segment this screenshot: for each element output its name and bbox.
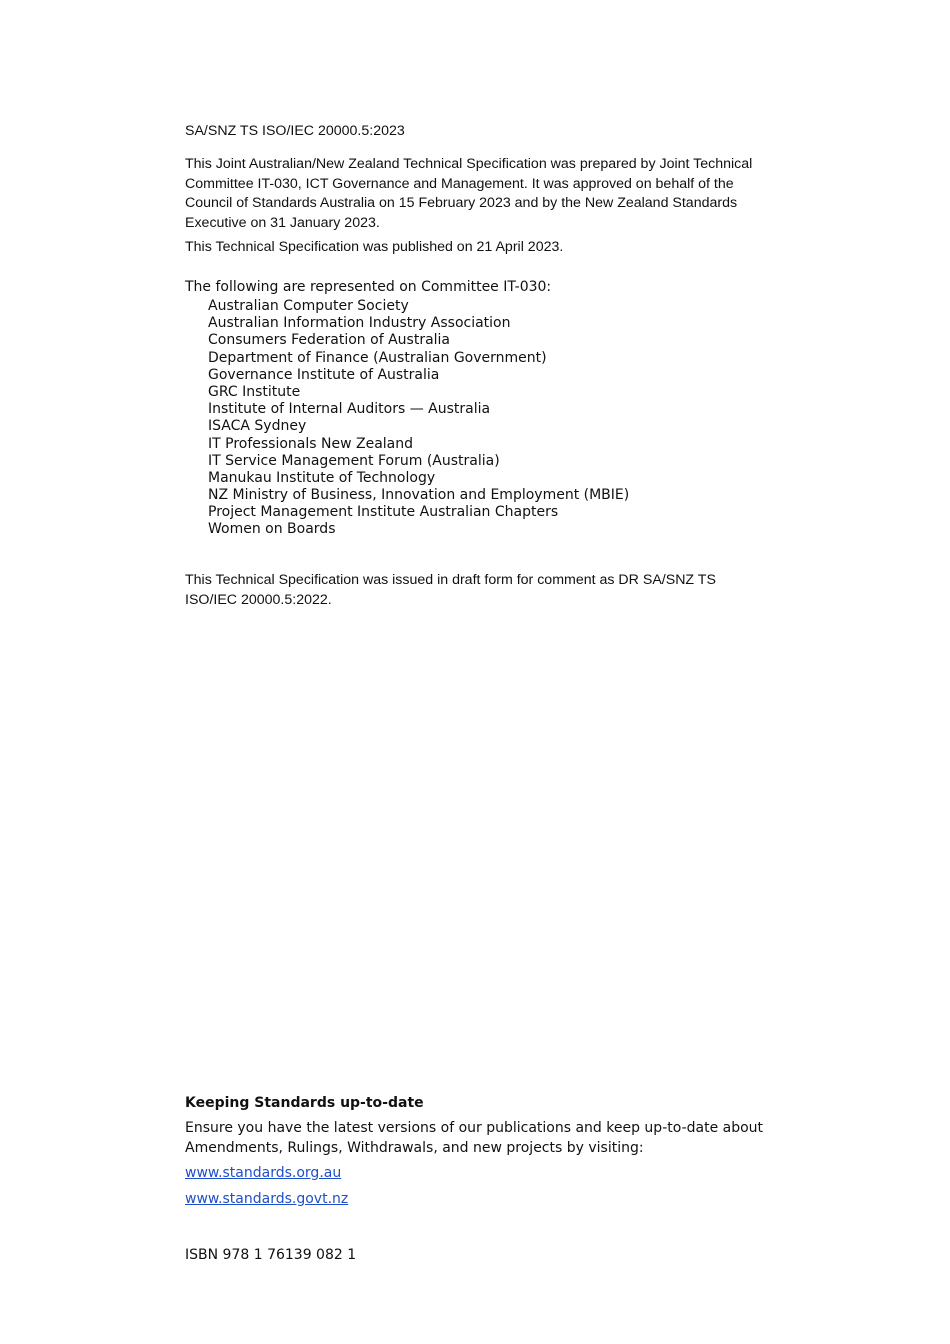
list-item: IT Professionals New Zealand [208, 435, 414, 452]
preparation-paragraph: This Joint Australian/New Zealand Technical Specification was prepared by Joint Technical Committee IT-030, ICT Governance and Management. It was approved on behalf of the Council of Standards Australia on 15 February 2023 and by the New Zealand Standards Executive on 31 January 2023. [185, 156, 753, 231]
isbn: ISBN 978 1 76139 082 1 [185, 1247, 357, 1263]
list-item: Australian Computer Society [208, 298, 409, 314]
list-item: GRC Institute [208, 383, 301, 400]
keeping-up-to-date-text: Ensure you have the latest versions of our publications and keep up-to-date about Amendments, Rulings, Withdrawals, and new projects by visiting: [185, 1120, 764, 1156]
document-id: SA/SNZ TS ISO/IEC 20000.5:2023 [185, 123, 405, 139]
list-item: NZ Ministry of Business, Innovation and Employment (MBIE) [208, 487, 630, 504]
list-item: Department of Finance (Australian Government) [208, 349, 547, 366]
list-item: Institute of Internal Auditors — Australia [208, 401, 491, 418]
draft-notice: This Technical Specification was issued in draft form for comment as DR SA/SNZ TS ISO/IEC 20000.5:2022. [185, 572, 716, 608]
keeping-up-to-date-heading: Keeping Standards up-to-date [185, 1095, 424, 1111]
representatives-intro: The following are represented on Committee IT-030: [185, 279, 552, 295]
list-item: Consumers Federation of Australia [208, 332, 451, 349]
list-item: Project Management Institute Australian Chapters [208, 504, 559, 521]
standards-australia-link[interactable]: www.standards.org.au [185, 1165, 342, 1181]
list-item: Governance Institute of Australia [208, 366, 440, 383]
list-item: Australian Information Industry Association [208, 315, 511, 332]
representatives-list [208, 298, 629, 539]
list-item: Manukau Institute of Technology [208, 469, 436, 486]
list-item: IT Service Management Forum (Australia) [208, 452, 500, 469]
standards-nz-link[interactable]: www.standards.govt.nz [185, 1191, 349, 1207]
list-item: ISACA Sydney [208, 418, 307, 435]
published-date-text: This Technical Specification was published on 21 April 2023. [185, 239, 564, 255]
list-item: Women on Boards [208, 521, 336, 538]
